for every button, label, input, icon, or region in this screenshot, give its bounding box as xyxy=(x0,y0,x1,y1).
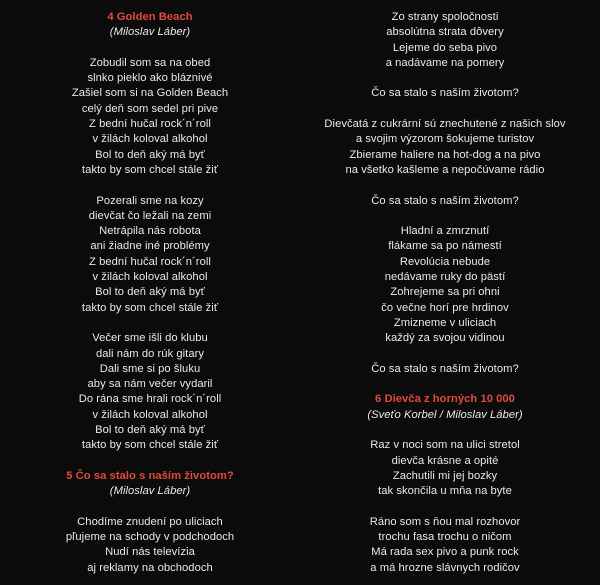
stanza-5-3 xyxy=(300,117,590,178)
song-credit-5: (Miloslav Láber) xyxy=(109,485,191,498)
lyric-line: aj reklamy na obchodoch xyxy=(87,561,213,574)
lyric-line: takto by som chcel stále žiť xyxy=(81,163,219,176)
stanza-4-3 xyxy=(5,331,295,453)
lyric-line: Z bední hučal rock´n´roll xyxy=(89,255,211,268)
lyric-line: flákame sa po námestí xyxy=(388,240,502,253)
lyric-line: Netrápila nás robota xyxy=(99,225,201,238)
lyric-line: Večer sme išli do klubu xyxy=(92,332,208,345)
lyric-line: Raz v noci som na ulici stretol xyxy=(370,439,520,452)
lyric-line: Ráno som s ňou mal rozhovor xyxy=(369,515,521,528)
lyric-line: Zo strany spoločnosti xyxy=(391,11,499,23)
lyric-line: každý za svojou vidinou xyxy=(385,332,505,345)
song-credit-4: (Miloslav Láber) xyxy=(109,26,191,39)
lyric-line: Nudí nás televízia xyxy=(105,546,195,559)
stanza-4-2 xyxy=(5,194,295,316)
lyric-line: Hladní a zmrznutí xyxy=(400,225,490,238)
lyric-line: nedávame ruky do pästí xyxy=(384,271,506,284)
right-column xyxy=(300,10,590,576)
chorus-line: Čo sa stalo s naším životom? xyxy=(371,362,519,375)
chorus-line: Čo sa stalo s naším životom? xyxy=(371,87,519,100)
lyric-line: Zbierame haliere na hot-dog a na pivo xyxy=(349,148,541,161)
lyric-line: Má rada sex pivo a punk rock xyxy=(371,546,519,559)
lyric-line: Z bední hučal rock´n´roll xyxy=(89,118,211,131)
lyric-line: čo večne horí pre hrdinov xyxy=(381,301,509,314)
lyric-line: Zobudil som sa na obed xyxy=(89,56,211,69)
stanza-5-4 xyxy=(300,224,590,346)
song-title-5: 5 Čo sa stalo s naším životom? xyxy=(66,469,234,482)
lyric-line: Do rána sme hrali rock´n´roll xyxy=(78,393,222,406)
lyric-line: dievča krásne a opité xyxy=(391,454,499,467)
lyric-line: slnko pieklo ako bláznivé xyxy=(87,72,213,85)
lyric-line: a svojim výzorom šokujeme turistov xyxy=(355,133,535,146)
lyric-line: Pozerali sme na kozy xyxy=(96,194,204,207)
lyric-line: Bol to deň aký má byť xyxy=(95,424,205,437)
lyric-line: aby sa nám večer vydaril xyxy=(87,378,213,391)
lyric-line: Bol to deň aký má byť xyxy=(95,148,205,161)
stanza-4-1 xyxy=(5,56,295,178)
lyric-line: tak skončila u mňa na byte xyxy=(378,485,512,498)
lyric-line: Zmizneme v uliciach xyxy=(393,316,497,329)
lyric-line: absolútna strata dôvery xyxy=(386,26,504,39)
chorus-line: Čo sa stalo s naším životom? xyxy=(371,194,519,207)
lyric-line: Lejeme do seba pivo xyxy=(392,41,498,54)
lyric-line: celý deň som sedel pri pive xyxy=(81,102,219,115)
lyric-line: ani žiadne iné problémy xyxy=(90,240,210,253)
lyric-line: v žilách koloval alkohol xyxy=(92,133,208,146)
lyric-line: Dievčatá z cukrární sú znechutené z našich slov xyxy=(324,118,566,131)
lyric-line: na všetko kašleme a nepočúvame rádio xyxy=(345,163,545,176)
lyric-line: trochu fasa trochu o ničom xyxy=(378,531,512,544)
lyric-line: takto by som chcel stále žiť xyxy=(81,301,219,314)
stanza-5-1 xyxy=(5,515,295,576)
lyric-line: Zašiel som si na Golden Beach xyxy=(71,87,229,100)
lyric-line: Zachutili mi jej bozky xyxy=(392,469,498,482)
stanza-5-2 xyxy=(300,10,590,71)
lyric-line: dali nám do rúk gitary xyxy=(95,347,205,360)
lyric-line: takto by som chcel stále žiť xyxy=(81,439,219,452)
stanza-6-2 xyxy=(300,515,590,576)
stanza-6-1 xyxy=(300,438,590,499)
lyric-line: v žilách koloval alkohol xyxy=(92,408,208,421)
lyric-line: pľujeme na schody v podchodoch xyxy=(65,531,235,544)
lyric-line: v žilách koloval alkohol xyxy=(92,271,208,284)
lyric-line: dievčat čo ležali na zemi xyxy=(88,209,212,222)
song-title-6: 6 Dievča z horných 10 000 xyxy=(375,393,515,406)
lyric-line: Revolúcia nebude xyxy=(399,255,491,268)
lyric-line: a nadávame na pomery xyxy=(385,56,505,69)
lyric-line: Zohrejeme sa pri ohni xyxy=(390,286,500,299)
song-title-4: 4 Golden Beach xyxy=(107,11,193,23)
lyric-line: a má hrozne slávnych rodičov xyxy=(370,561,520,574)
song-credit-6: (Sveťo Korbel / Miloslav Láber) xyxy=(367,408,523,421)
lyric-line: Chodíme znudení po uliciach xyxy=(77,515,223,528)
left-column xyxy=(5,10,295,576)
lyric-line: Dali sme si po šluku xyxy=(99,362,201,375)
lyric-line: Bol to deň aký má byť xyxy=(95,286,205,299)
